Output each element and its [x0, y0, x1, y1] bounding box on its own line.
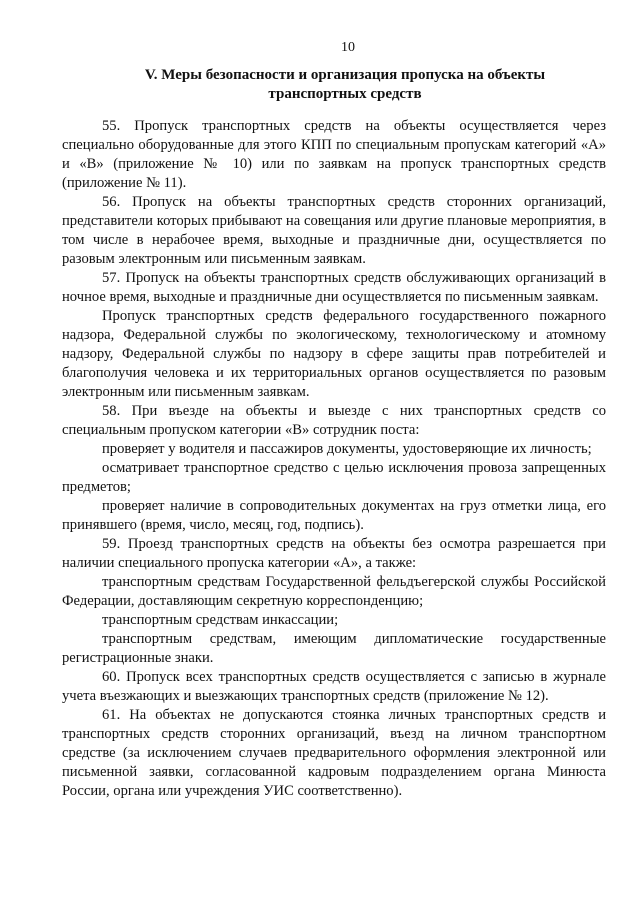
paragraph-58-item-documents: проверяет у водителя и пассажиров документы, удостоверяющие их личность;: [102, 441, 592, 457]
paragraph-59-item-diplomatic: транспортным средствам, имеющим дипломатические государственные регистрационные знаки.: [62, 631, 606, 666]
section-heading: [84, 66, 606, 104]
paragraph-60: 60. Пропуск всех транспортных средств осуществляется с записью в журнале учета въезжающих и выезжающих транспортных средств (приложение № 12).: [62, 669, 606, 704]
section-heading-line-1: V. Меры безопасности и организация пропуска на объекты: [144, 67, 546, 83]
paragraph-58: 58. При въезде на объекты и выезде с них транспортных средств со специальным пропуском категории «В» сотрудник поста:: [62, 403, 606, 438]
paragraph-61: 61. На объектах не допускаются стоянка личных транспортных средств и транспортных средств сторонних организаций, въезд на личном транспортном средстве (за исключением случаев предварительного оформления электронной или письменной заявки, согласованной кадровым подразделением органа Минюста России, органа или учреждения УИС соответственно).: [62, 707, 606, 799]
page-number: 10: [341, 40, 355, 55]
section-heading-line-2: транспортных средств: [268, 86, 422, 102]
paragraph-59: 59. Проезд транспортных средств на объекты без осмотра разрешается при наличии специального пропуска категории «А», а также:: [62, 536, 606, 571]
paragraph-55: 55. Пропуск транспортных средств на объекты осуществляется через специально оборудованные для этого КПП по специальным пропускам категорий «А» и «В» (приложение № 10) или по заявкам на пропуск транспортных средств (приложение № 11).: [62, 118, 606, 191]
paragraph-56: 56. Пропуск на объекты транспортных средств сторонних организаций, представители которых прибывают на совещания или другие плановые мероприятия, в том числе в нерабочее время, выходные и праздничные дни, осуществляется по разовым электронным или письменным заявкам.: [62, 194, 606, 267]
paragraph-59-item-courier: транспортным средствам Государственной фельдъегерской службы Российской Федерации, доставляющим секретную корреспонденцию;: [62, 574, 606, 609]
paragraph-58-item-cargo: проверяет наличие в сопроводительных документах на груз отметки лица, его принявшего (время, число, месяц, год, подпись).: [62, 498, 606, 533]
paragraph-57: 57. Пропуск на объекты транспортных средств обслуживающих организаций в ночное время, выходные и праздничные дни осуществляется по письменным заявкам.: [62, 270, 606, 305]
paragraph-58-item-inspection: осматривает транспортное средство с целью исключения провоза запрещенных предметов;: [62, 460, 606, 495]
paragraph-59-item-collection: транспортным средствам инкассации;: [102, 612, 339, 628]
paragraph-57-supervision: Пропуск транспортных средств федерального государственного пожарного надзора, Федеральной службы по экологическому, технологическому и атомному надзору, Федеральной службы по надзору в сфере защиты прав потребителей и благополучия человека и их территориальных органов осуществляется по разовым электронным или письменным заявкам.: [62, 308, 606, 400]
